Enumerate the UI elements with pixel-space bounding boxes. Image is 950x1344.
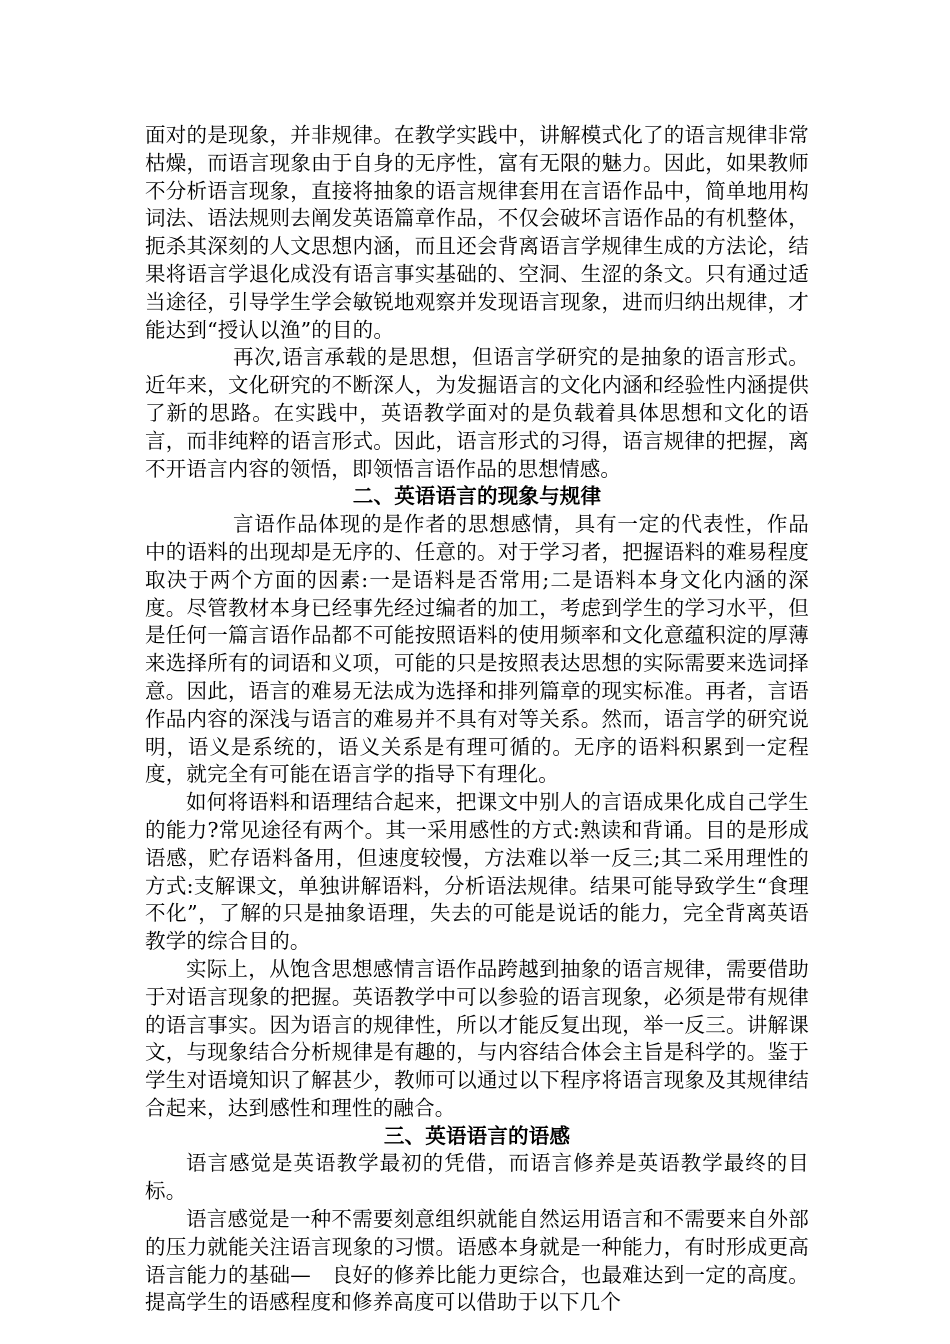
paragraph: 实际上，从饱含思想感情言语作品跨越到抽象的语言规律，需要借助于对语言现象的把握。英语教学中可以参验的语言现象，必须是带有规律的语言事实。因为语言的规律性，所以才能反复出现，举一反三。讲解课文，与现象结合分析规律是有趣的，与内容结合体会主旨是科学的。鉴于学生对语境知识了解甚少，教师可以通过以下程序将语言现象及其规律结合起来，达到感性和理性的融合。 (145, 956, 809, 1120)
section-heading: 二、英语语言的现象与规律 (352, 484, 602, 509)
paragraph: 再次,语言承载的是思想，但语言学研究的是抽象的语言形式。近年来，文化研究的不断深人，为发掘语言的文化内涵和经验性内涵提供了新的思路。在实践中，英语教学面对的是负载着具体思想和文化的语言，而非纯粹的语言形式。因此，语言形式的习得，语言规律的把握，离不开语言内容的领悟，即领悟言语作品的思想情感。 (145, 345, 809, 481)
document-body (145, 122, 809, 1317)
paragraph: 言语作品体现的是作者的思想感情，具有一定的代表性，作品中的语料的出现却是无序的、任意的。对于学习者，把握语料的难易程度取决于两个方面的因素:一是语料是否常用;二是语料本身文化内涵的深度。尽管教材本身已经事先经过编者的加工，考虑到学生的学习水平，但是任何一篇言语作品都不可能按照语料的使用频率和文化意蕴积淀的厚薄来选择所有的词语和义项，可能的只是按照表达思想的实际需要来选词择意。因此，语言的难易无法成为选择和排列篇章的现实标准。再者，言语作品内容的深浅与语言的难易并不具有对等关系。然而，语言学的研究说明，语义是系统的，语义关系是有理可循的。无序的语料积累到一定程度，就完全有可能在语言学的指导下有理化。 (145, 512, 809, 787)
paragraph: 语言感觉是英语教学最初的凭借，而语言修养是英语教学最终的目标。 (145, 1151, 809, 1204)
paragraph: 面对的是现象，并非规律。在教学实践中，讲解模式化了的语言规律非常枯燥，而语言现象由于自身的无序性，富有无限的魅力。因此，如果教师不分析语言现象，直接将抽象的语言规律套用在言语作品中，简单地用构词法、语法规则去阐发英语篇章作品，不仅会破坏言语作品的有机整体，扼杀其深刻的人文思想内涵，而且还会背离语言学规律生成的方法论，结果将语言学退化成没有语言事实基础的、空洞、生涩的条文。只有通过适当途径，引导学生学会敏锐地观察并发现语言现象，进而归纳出规律，才能达到“授认以渔”的目的。 (145, 123, 809, 342)
paragraph: 语言感觉是一种不需要刻意组织就能自然运用语言和不需要来自外部的压力就能关注语言现象的习惯。语感本身就是一种能力，有时形成更高语言能力的基础— 良好的修养比能力更综合，也最难达到一定的高度。提高学生的语感程度和修养高度可以借助于以下几个 (145, 1207, 809, 1315)
paragraph: 如何将语料和语理结合起来，把课文中别人的言语成果化成自己学生的能力?常见途径有两个。其一采用感性的方式:熟读和背诵。目的是形成语感，贮存语料备用，但速度较慢，方法难以举一反三;其二采用理性的方式:支解课文，单独讲解语料，分析语法规律。结果可能导致学生“食理不化”，了解的只是抽象语理，失去的可能是说话的能力，完全背离英语教学的综合目的。 (145, 790, 809, 954)
section-heading: 三、英语语言的语感 (383, 1123, 571, 1148)
